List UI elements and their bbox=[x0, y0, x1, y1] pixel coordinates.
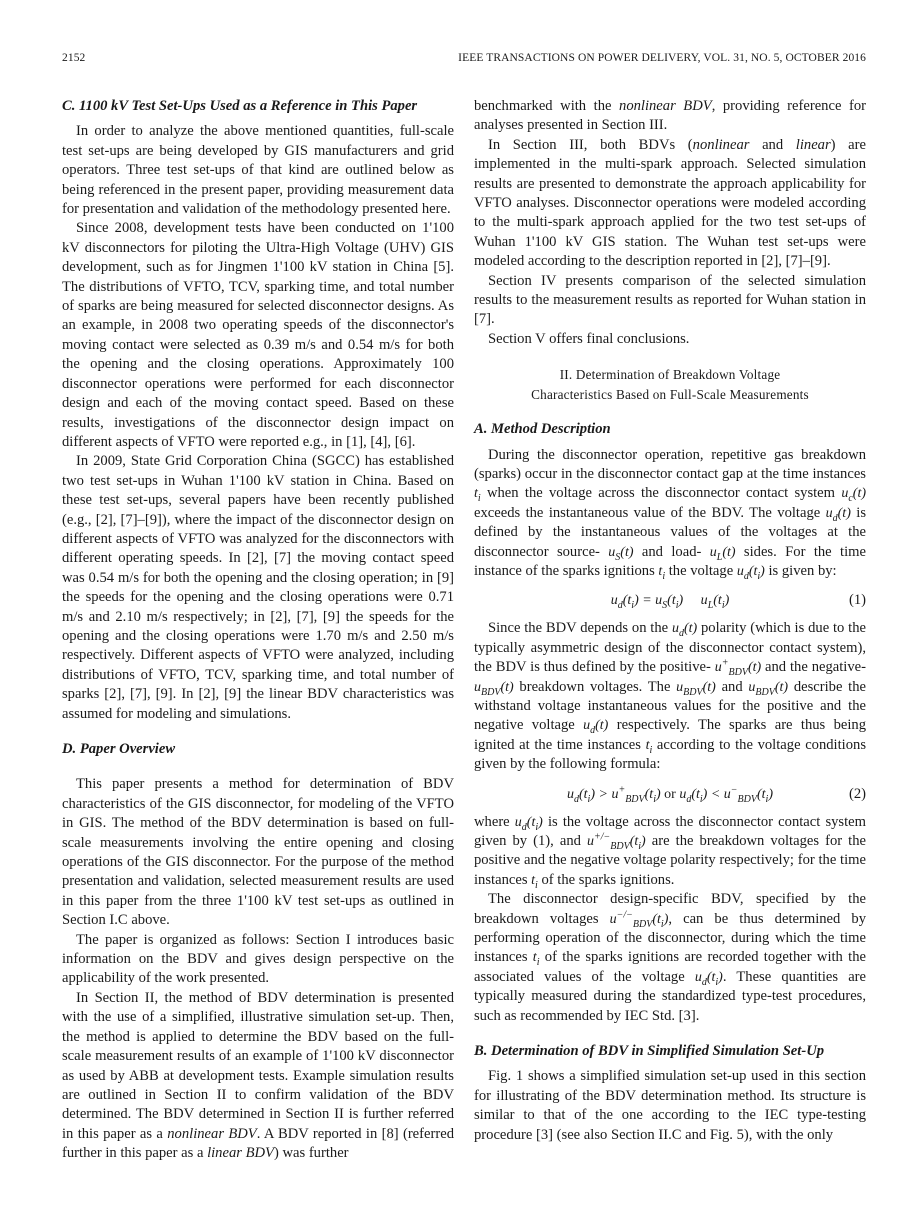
paragraph: where $u_d(t_i)$ is the voltage across the disconnector contact system given by (1), and $u^{+/-}_{BDV}(t_i)$ are the breakdown voltages for the positive and the negative voltage polarity respectively; for the time instances $t_i$ of the sparks ignitions. bbox=[474, 813, 866, 891]
paragraph: In 2009, State Grid Corporation China (SGCC) has established two test set-ups in Wuhan 1'100 kV station in China. Based on these test set-ups, several papers have been recently published (e.g., [2], [7]–[9]), where the impact of the disconnector design on different aspects of VFTO was analyzed for the disconnectors with different operating speeds. In [2], [7] the moving contact speed was 0.54 m/s for both the opening and the closing operation; in [9] the speeds for the opening and the closing operations were 0.71 m/s and 2.10 m/s respectively; in [2], [7], [9] the speeds for the opening and the closing operations were 1.70 m/s and 2.50 m/s respectively. Different aspects of VFTO were analyzed, including distributions of VFTO, TCV, sparking time, and total number of sparks [2], [7], [9]. In [2], [9] the linear BDV characteristics was assumed for modeling and simulations. bbox=[62, 453, 454, 722]
section-ii-line2: Characteristics Based on Full-Scale Measurements bbox=[531, 386, 809, 402]
paragraph: Since the BDV depends on the $u_d(t)$ polarity (which is due to the typically asymmetric design of the disconnector contact system), the BDV is thus defined by the positive- $u^+_{BDV}(t)$ and the negative- $u_{BDV}(t)$ breakdown voltages. The $u_{BDV}(t)$ and $u_{BDV}(t)$ describe the withstand voltage instantaneous values for the positive and the negative voltage $u_d(t)$ respectively. The sparks are thus being ignited at the time instances $t_i$ according to the voltage conditions given by the following formula: bbox=[474, 620, 867, 773]
section-ii-heading bbox=[474, 365, 866, 404]
paragraph: benchmarked with the nonlinear BDV, providing reference for analyses presented in Section III. bbox=[474, 98, 866, 134]
equation-1-number: (1) bbox=[848, 592, 866, 609]
equation-1 bbox=[474, 581, 866, 619]
left-column bbox=[62, 97, 454, 1164]
page-number: 2152 bbox=[62, 52, 86, 64]
paragraph: Since 2008, development tests have been conducted on 1'100 kV disconnectors for piloting the Ultra-High Voltage (UHV) GIS development, such as for Jingmen 1'100 kV station in China [5]. The distributions of VFTO, TCV, sparking time, and total number of sparks are being measured for selected disconnector designs. As an example, in 2008 two operating speeds of the disconnector's moving contact were selected as 0.39 m/s and 0.54 m/s for both the opening and the closing operations. Approximately 100 disconnector operations were performed for each disconnector design and each of the moving contact speed. Based on these results, investigations of the disconnector design impact on different aspects of VFTO were reported e.g., in [1], [4], [6]. bbox=[62, 220, 454, 450]
paragraph: During the disconnector operation, repetitive gas breakdown (sparks) occur in the disconnector contact gap at the time instances $t_i$ when the voltage across the disconnector contact system $u_c(t)$ exceeds the instantaneous value of the BDV. The voltage $u_d(t)$ is defined by the instantaneous values of the voltages at the disconnector source- $u_S(t)$ and load- $u_L(t)$ sides. For the time instance of the sparks ignitions $t_i$ the voltage $u_d(t_i)$ is given by: bbox=[474, 446, 866, 582]
right-column bbox=[474, 97, 866, 1145]
section-b-title: B. Determination of BDV in Simplified Simulation Set-Up bbox=[474, 1043, 825, 1060]
paragraph: In order to analyze the above mentioned quantities, full-scale test set-ups are being developed by GIS manufacturers and grid operators. Three test set-ups of that kind are outlined below as being referenced in the present paper, providing measurement data for presentation and validation of the methodology presented here. bbox=[62, 123, 454, 218]
paragraph: The paper is organized as follows: Section I introduces basic information on the BDV and gives design perspective on the applicability of the work presented. bbox=[62, 931, 454, 987]
section-a-title: A. Method Description bbox=[474, 421, 611, 438]
equation-1-body: $u_d(t_i) = u_S(t_i)$ $u_L(t_i)$ bbox=[610, 593, 730, 612]
section-d-title: D. Paper Overview bbox=[62, 741, 176, 757]
paragraph: The disconnector design-specific BDV, specified by the breakdown voltages $u^{-/-}_{BDV}(t_i)$, can be thus determined by performing operation of the disconnector, during which the time instances $t_i$ of the sparks ignitions are recorded together with the associated values of the voltage $u_d(t_i)$. These quantities are typically measured during the standardized type-test procedures, such as recommended by IEC Std. [3]. bbox=[474, 891, 867, 1024]
paragraph: This paper presents a method for determination of BDV characteristics of the GIS disconnector, for modeling of the VFTO in GIS. The method of the BDV determination is based on full-scale measurements involving the entire opening and closing operations of the GIS disconnector. For the purpose of the method presentation and validation, selected measurement results are used in this paper from the three 1'100 kV test set-ups as outlined in Section I.C above. bbox=[62, 776, 454, 929]
equation-2 bbox=[474, 775, 866, 813]
paragraph: Fig. 1 shows a simplified simulation set-up used in this section for illustrating of the BDV determination method. Its structure is similar to that of the one according to the IEC type-testing procedure [3] (see also Section II.C and Fig. 5), with the only bbox=[474, 1068, 866, 1143]
paragraph: Section IV presents comparison of the selected simulation results to the measurement results as reported for Wuhan station in [7]. bbox=[474, 272, 866, 328]
equation-2-body: $u_d(t_i) > u^+_{BDV}(t_i)$ or $u_d(t_i) < u^-_{BDV}(t_i)$ bbox=[566, 783, 773, 805]
equation-2-number: (2) bbox=[848, 785, 866, 802]
section-c-title: C. 1100 kV Test Set-Ups Used as a Reference in This Paper bbox=[62, 98, 418, 114]
section-ii-line1: II. Determination of Breakdown Voltage bbox=[559, 367, 781, 383]
paragraph: In Section III, both BDVs (nonlinear and linear) are implemented in the multi-spark approach. Selected simulation results are presented to demonstrate the approach applicability for VFTO analyses. Disconnector operations were modeled according to the multi-spark approach applied for the two test set-ups of Wuhan 1'100 kV GIS station. The Wuhan test set-ups were modeled according to the description reported in [2], [7]–[9]. bbox=[474, 136, 866, 270]
paragraph: Section V offers final conclusions. bbox=[488, 330, 690, 347]
paragraph: In Section II, the method of BDV determination is presented with the use of a simplified, illustrative simulation set-up. Then, the method is applied to determine the BDV based on the full-scale measurement results of an example of 1'100 kV disconnector as used by ABB at development tests. Example simulation results are outlined in Section II to confirm validation of the BDV determined. The BDV determined in Section II is further referred in this paper as a nonlinear BDV. A BDV reported in [8] (referred further in this paper as a linear BDV) was further bbox=[62, 989, 454, 1162]
page-header bbox=[62, 52, 866, 66]
journal-title: IEEE TRANSACTIONS ON POWER DELIVERY, VOL. 31, NO. 5, OCTOBER 2016 bbox=[458, 52, 866, 64]
